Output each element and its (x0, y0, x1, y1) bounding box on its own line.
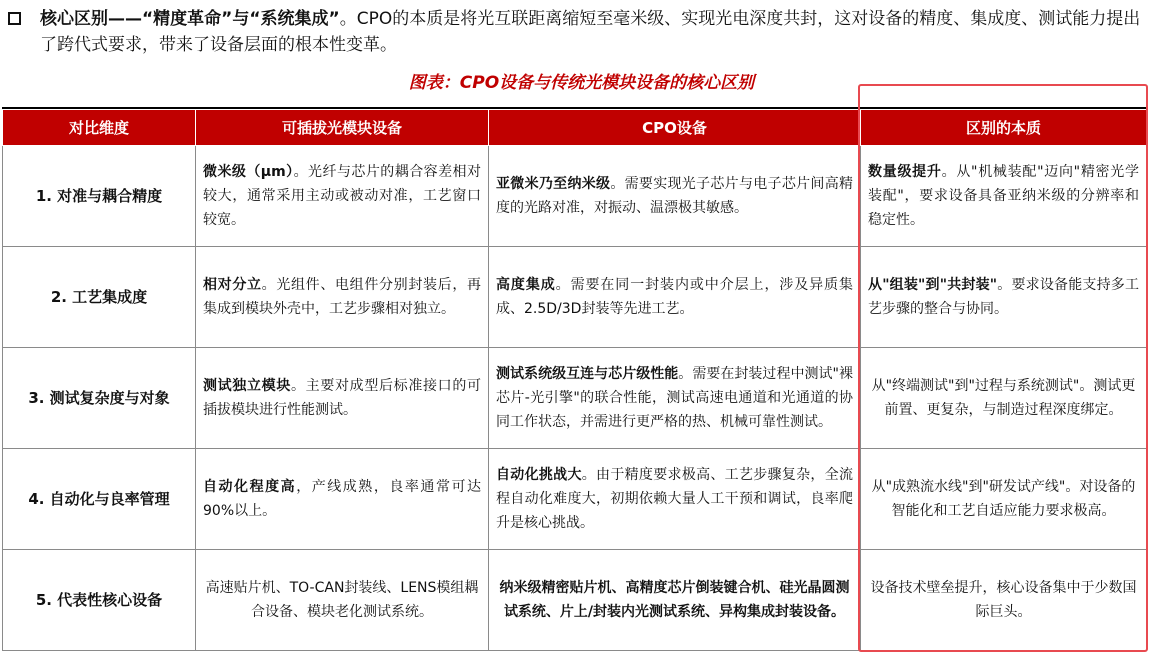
cell-pluggable: 微米级（μm）。光纤与芯片的耦合容差相对较大，通常采用主动或被动对准，工艺窗口较宽。 (196, 146, 489, 247)
table-header-row (3, 110, 1147, 146)
cell-pluggable: 高速贴片机、TO-CAN封装线、LENS模组耦合设备、模块老化测试系统。 (196, 550, 489, 651)
table-row (3, 146, 1147, 247)
cell-essence: 从"成熟流水线"到"研发试产线"。对设备的智能化和工艺自适应能力要求极高。 (861, 449, 1147, 550)
header-dimension: 对比维度 (3, 110, 196, 146)
cell-essence: 设备技术壁垒提升，核心设备集中于少数国际巨头。 (861, 550, 1147, 651)
header-cpo: CPO设备 (489, 110, 861, 146)
intro-paragraph (40, 6, 1150, 58)
header-pluggable: 可插拔光模块设备 (196, 110, 489, 146)
cell-essence: 从"组装"到"共封装"。要求设备能支持多工艺步骤的整合与协同。 (861, 247, 1147, 348)
header-essence: 区别的本质 (861, 110, 1147, 146)
cell-cpo: 亚微米乃至纳米级。需要实现光子芯片与电子芯片间高精度的光路对准，对振动、温漂极其敏感。 (489, 146, 861, 247)
cell-cpo: 纳米级精密贴片机、高精度芯片倒装键合机、硅光晶圆测试系统、片上/封装内光测试系统、异构集成封装设备。 (489, 550, 861, 651)
table-row (3, 550, 1147, 651)
table-row (3, 449, 1147, 550)
table-row (3, 348, 1147, 449)
cell-cpo: 自动化挑战大。由于精度要求极高、工艺步骤复杂，全流程自动化难度大，初期依赖大量人工干预和调试，良率爬升是核心挑战。 (489, 449, 861, 550)
cell-pluggable: 相对分立。光组件、电组件分别封装后，再集成到模块外壳中，工艺步骤相对独立。 (196, 247, 489, 348)
table-row (3, 247, 1147, 348)
bullet-square-icon (8, 12, 21, 25)
cell-essence: 数量级提升。从"机械装配"迈向"精密光学装配"，要求设备具备亚纳米级的分辨率和稳定性。 (861, 146, 1147, 247)
cell-cpo: 测试系统级互连与芯片级性能。需要在封装过程中测试"裸芯片-光引擎"的联合性能，测试高速电通道和光通道的协同工作状态，并需进行更严格的热、机械可靠性测试。 (489, 348, 861, 449)
row-dimension: 2. 工艺集成度 (3, 247, 196, 348)
cell-pluggable: 自动化程度高，产线成熟，良率通常可达90%以上。 (196, 449, 489, 550)
row-dimension: 5. 代表性核心设备 (3, 550, 196, 651)
row-dimension: 4. 自动化与良率管理 (3, 449, 196, 550)
comparison-table (2, 109, 1147, 651)
intro-lead: 核心区别——“精度革命”与“系统集成” (40, 9, 340, 29)
intro-text: 。CPO的本质是将光互联距离缩短至毫米级、实现光电深度共封，这对设备的精度、集成度、测试能力提出了跨代式要求，带来了设备层面的根本性变革。 (40, 9, 1141, 55)
row-dimension: 3. 测试复杂度与对象 (3, 348, 196, 449)
cell-essence: 从"终端测试"到"过程与系统测试"。测试更前置、更复杂，与制造过程深度绑定。 (861, 348, 1147, 449)
cell-pluggable: 测试独立模块。主要对成型后标准接口的可插拔模块进行性能测试。 (196, 348, 489, 449)
cell-cpo: 高度集成。需要在同一封装内或中介层上，涉及异质集成、2.5D/3D封装等先进工艺。 (489, 247, 861, 348)
row-dimension: 1. 对准与耦合精度 (3, 146, 196, 247)
table-caption: 图表：CPO设备与传统光模块设备的核心区别 (408, 73, 755, 93)
